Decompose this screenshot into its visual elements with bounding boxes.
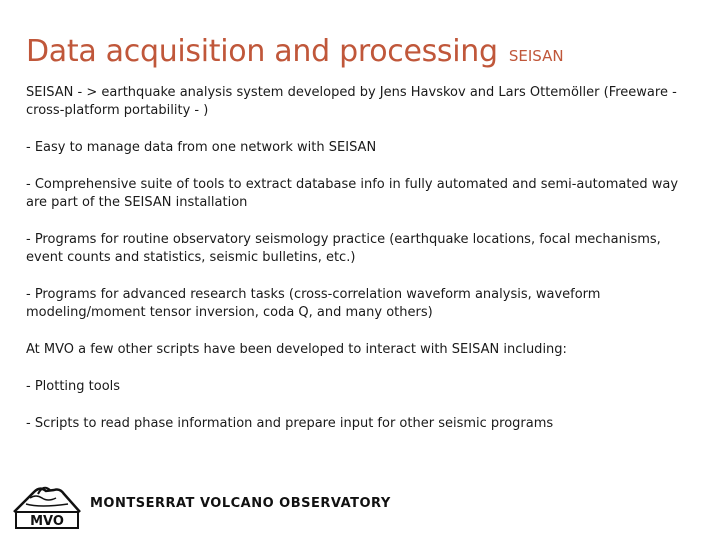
footer-organization-name: MONTSERRAT VOLCANO OBSERVATORY [90,495,391,511]
bullet-comprehensive-suite: - Comprehensive suite of tools to extract database info in fully automated and semi-automated way are part of the SEISAN installation [26,177,679,210]
slide-title-row [26,34,564,69]
paragraph-intro: SEISAN - > earthquake analysis system developed by Jens Havskov and Lars Ottemöller (Freeware - cross-platform portability - ) [26,85,677,118]
slide-title-suffix: SEISAN [508,47,564,65]
bullet-routine-programs: - Programs for routine observatory seismology practice (earthquake locations, focal mechanisms, event counts and statistics, seismic bulletins, etc.) [26,232,661,265]
footer [10,482,391,532]
slide-body [26,84,696,452]
bullet-advanced-programs: - Programs for advanced research tasks (cross-correlation waveform analysis, waveform modeling/moment tensor inversion, coda Q, and many others) [26,287,601,320]
bullet-easy-manage: - Easy to manage data from one network with SEISAN [26,140,377,155]
slide-title: Data acquisition and processing [26,34,498,69]
bullet-phase-scripts: - Scripts to read phase information and prepare input for other seismic programs [26,416,554,431]
volcano-logo-icon [10,482,84,532]
svg-text:MVO: MVO [30,514,64,529]
bullet-plotting-tools: - Plotting tools [26,379,121,394]
paragraph-mvo-scripts: At MVO a few other scripts have been developed to interact with SEISAN including: [26,342,567,357]
